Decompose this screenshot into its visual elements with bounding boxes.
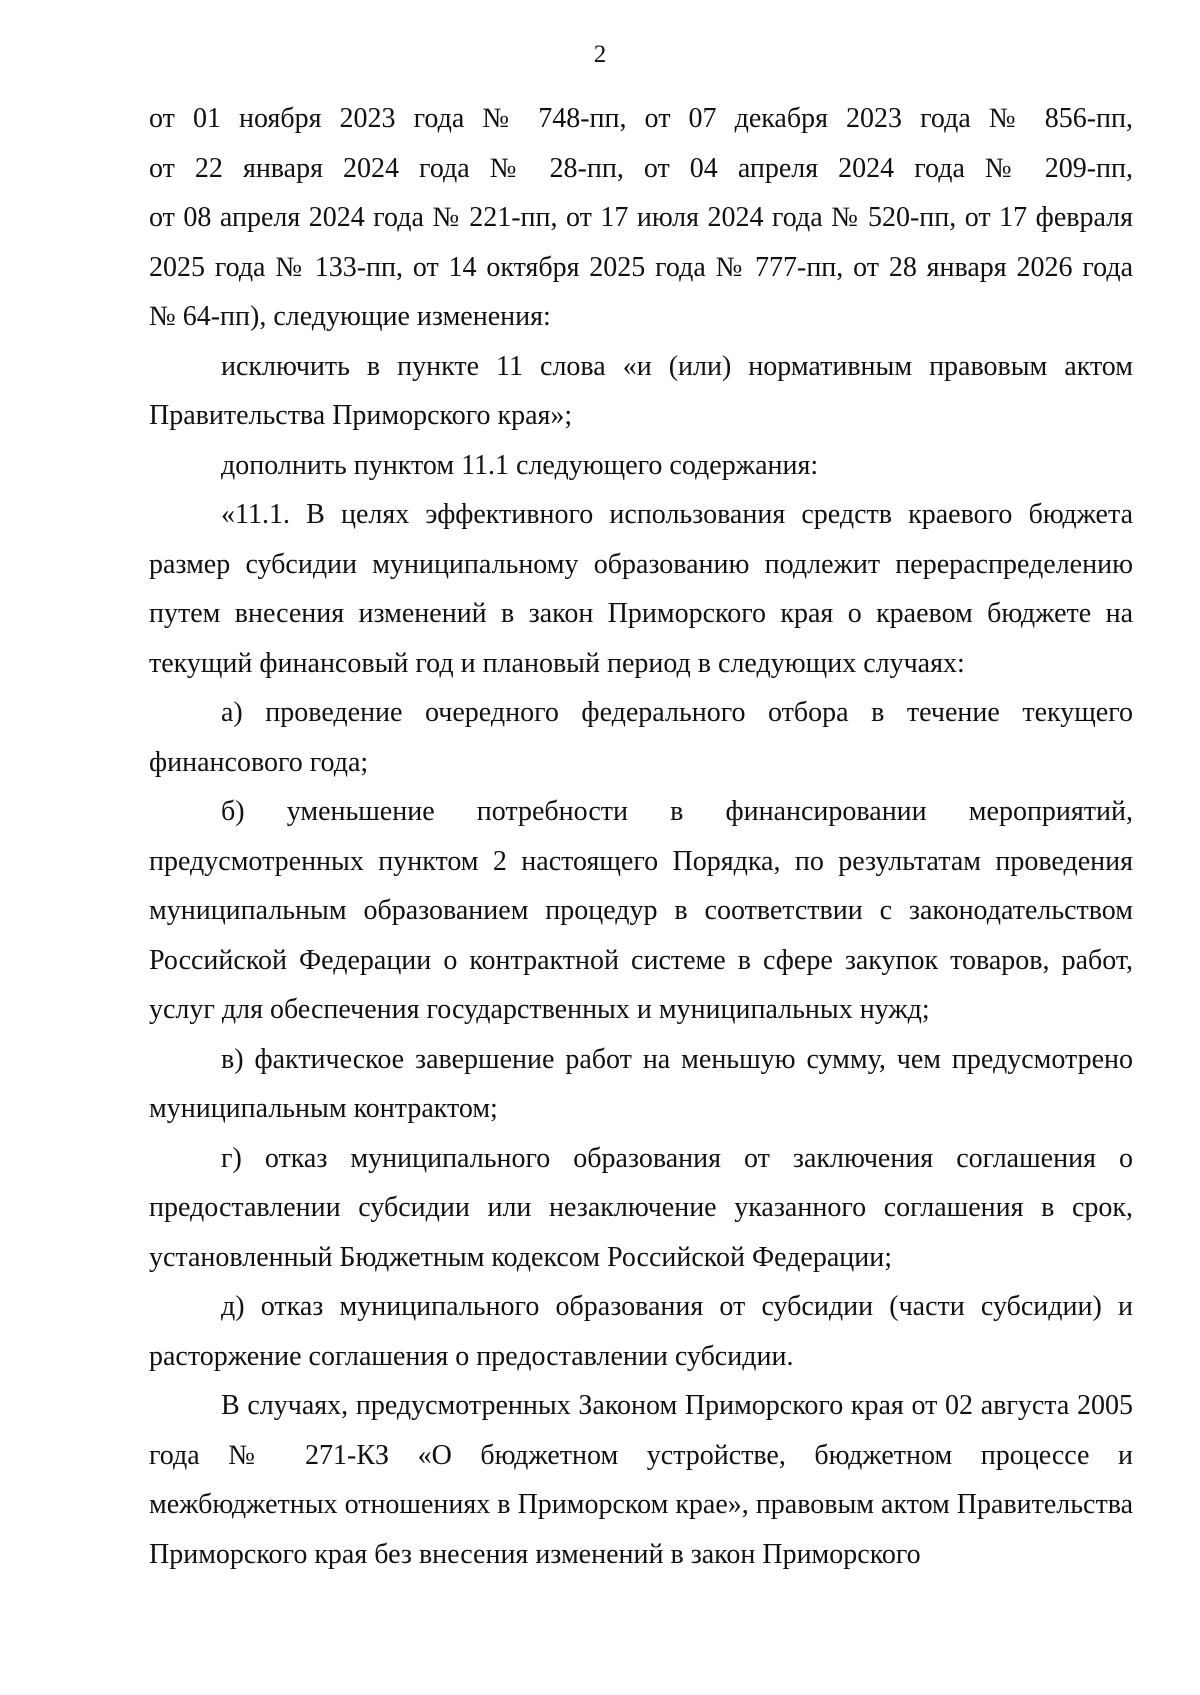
list-item-g: г) отказ муниципального образования от заключения соглашения о предоставлении субсидии или незаключение указанного соглашения в срок, установленный Бюджетным кодексом Российской Федерации; (149, 1142, 1133, 1273)
page-number: 2 (593, 41, 607, 68)
list-item-d: д) отказ муниципального образования от субсидии (части субсидии) и расторжение соглашения о предоставлении субсидии. (149, 1291, 1133, 1372)
list-item-b: б) уменьшение потребности в финансировании мероприятий, предусмотренных пунктом 2 настоящего Порядка, по результатам проведения муниципальным образованием процедур в соответствии с законодательством Российской Федерации о контрактной системе в сфере закупок товаров, работ, услуг для обеспечения государственных и муниципальных нужд; (149, 796, 1133, 1025)
paragraph-clause-11-1: «11.1. В целях эффективного использования средств краевого бюджета размер субсидии муниципальному образованию подлежит перераспределению путем внесения изменений в закон Приморского края о краевом бюджете на текущий финансовый год и плановый период в следующих случаях: (149, 499, 1133, 679)
paragraph-exclude-words: исключить в пункте 11 слова «и (или) нормативным правовым актом Правительства Приморского края»; (149, 350, 1133, 431)
document-body (149, 94, 1133, 1579)
paragraph-law-cases: В случаях, предусмотренных Законом Приморского края от 02 августа 2005 года № 271-КЗ «О бюджетном устройстве, бюджетном процессе и межбюджетных отношениях в Приморском крае», правовым актом Правительства Приморского края без внесения изменений в закон Приморского (149, 1390, 1133, 1570)
intro-line: № 64-пп), следующие изменения: (149, 301, 551, 332)
paragraph-add-clause: дополнить пунктом 11.1 следующего содержания: (221, 449, 819, 481)
intro-line: от 08 апреля 2024 года № 221-пп, от 17 июля 2024 года № 520-пп, от 17 февраля (149, 202, 1133, 233)
intro-paragraph (149, 94, 1133, 342)
intro-line: 2025 года № 133-пп, от 14 октября 2025 года № 777-пп, от 28 января 2026 года (149, 251, 1133, 283)
list-item-v: в) фактическое завершение работ на меньшую сумму, чем предусмотрено муниципальным контрактом; (149, 1043, 1133, 1124)
intro-line: от 22 января 2024 года № 28-пп, от 04 апреля 2024 года № 209-пп, (149, 152, 1133, 184)
intro-line: от 01 ноября 2023 года № 748-пп, от 07 декабря 2023 года № 856-пп, (149, 103, 1133, 134)
list-item-a: а) проведение очередного федерального отбора в течение текущего финансового года; (149, 697, 1133, 778)
